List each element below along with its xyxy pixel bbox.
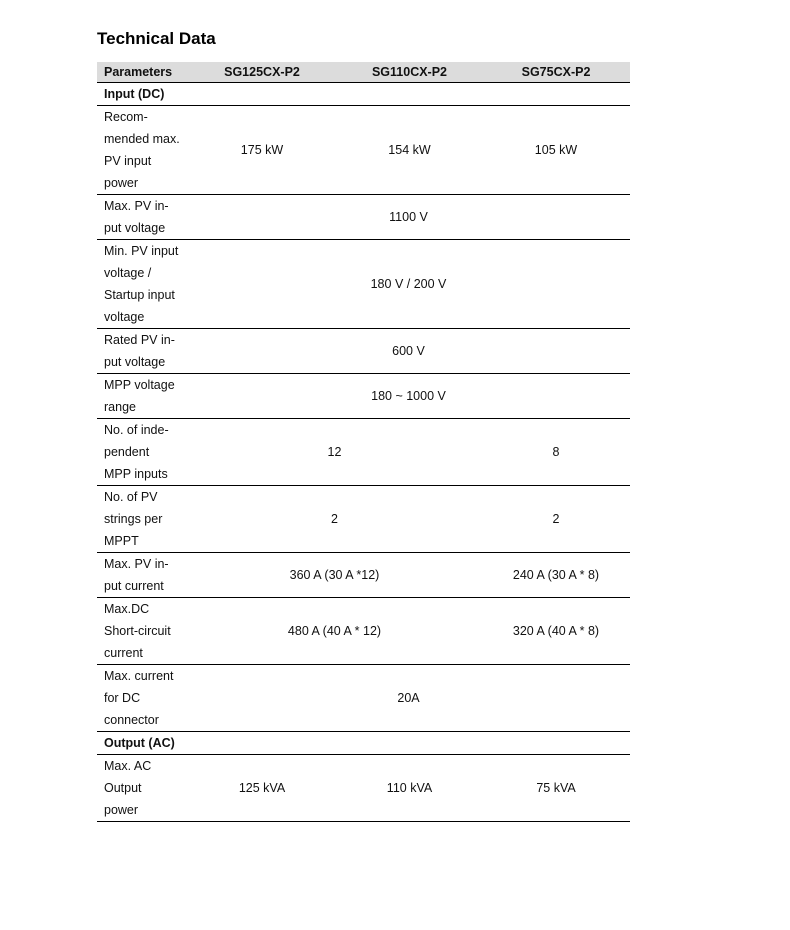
value-sg125cx: 125 kVA xyxy=(238,780,286,795)
value-sg75cx: 320 A (40 A * 8) xyxy=(512,623,600,638)
section-row-input xyxy=(97,82,630,105)
table-row xyxy=(97,328,630,373)
parameter-label: Max. AC Output power xyxy=(104,758,152,817)
value-sg75cx: 75 kVA xyxy=(536,780,576,795)
value-sg125-sg110: 2 xyxy=(331,511,338,526)
table-row xyxy=(97,485,630,552)
section-label: Output (AC) xyxy=(104,735,175,750)
value-sg125-sg110: 12 xyxy=(327,444,342,459)
value-all: 180 ~ 1000 V xyxy=(371,388,446,403)
parameter-label: No. of inde- pendent MPP inputs xyxy=(104,422,169,481)
value-all: 180 V / 200 V xyxy=(370,276,447,291)
value-sg125-sg110: 360 A (30 A *12) xyxy=(289,567,380,582)
parameter-label: Max. PV in- put voltage xyxy=(104,198,169,235)
parameter-label: Recom- mended max. PV input power xyxy=(104,109,180,190)
technical-data-table xyxy=(97,62,630,822)
value-sg125cx: 175 kW xyxy=(240,142,284,157)
header-sg125cx: SG125CX-P2 xyxy=(187,62,337,82)
table-row xyxy=(97,418,630,485)
value-all: 600 V xyxy=(392,343,425,358)
section-label: Input (DC) xyxy=(104,86,165,101)
parameter-label: No. of PV strings per MPPT xyxy=(104,489,163,548)
value-sg75cx: 8 xyxy=(552,444,560,459)
value-all: 20A xyxy=(397,690,420,705)
section-row-output xyxy=(97,731,630,754)
parameter-label: MPP voltage range xyxy=(104,377,175,414)
value-sg75cx: 240 A (30 A * 8) xyxy=(512,567,600,582)
value-all: 1100 V xyxy=(389,209,428,224)
table-row xyxy=(97,194,630,239)
table-row xyxy=(97,664,630,731)
parameter-label: Max.DC Short-circuit current xyxy=(104,601,171,660)
table-row xyxy=(97,373,630,418)
table-row xyxy=(97,239,630,328)
page-title: Technical Data xyxy=(97,29,216,48)
value-sg110cx: 154 kW xyxy=(388,142,431,157)
table-header-row xyxy=(97,62,630,82)
table-row xyxy=(97,754,630,821)
header-parameters: Parameters xyxy=(97,62,187,82)
table-row xyxy=(97,552,630,597)
table-row xyxy=(97,105,630,194)
value-sg125-sg110: 480 A (40 A * 12) xyxy=(287,623,382,638)
table-row xyxy=(97,597,630,664)
parameter-label: Min. PV input voltage / Startup input voltage xyxy=(104,243,179,324)
value-sg75cx: 2 xyxy=(552,511,560,526)
parameter-label: Max. PV in- put current xyxy=(104,556,169,593)
parameter-label: Rated PV in- put voltage xyxy=(104,332,175,369)
value-sg75cx: 105 kW xyxy=(534,142,578,157)
parameter-label: Max. current for DC connector xyxy=(104,668,174,727)
header-sg110cx: SG110CX-P2 xyxy=(337,62,482,82)
header-sg75cx: SG75CX-P2 xyxy=(482,62,630,82)
value-sg110cx: 110 kVA xyxy=(386,780,433,795)
